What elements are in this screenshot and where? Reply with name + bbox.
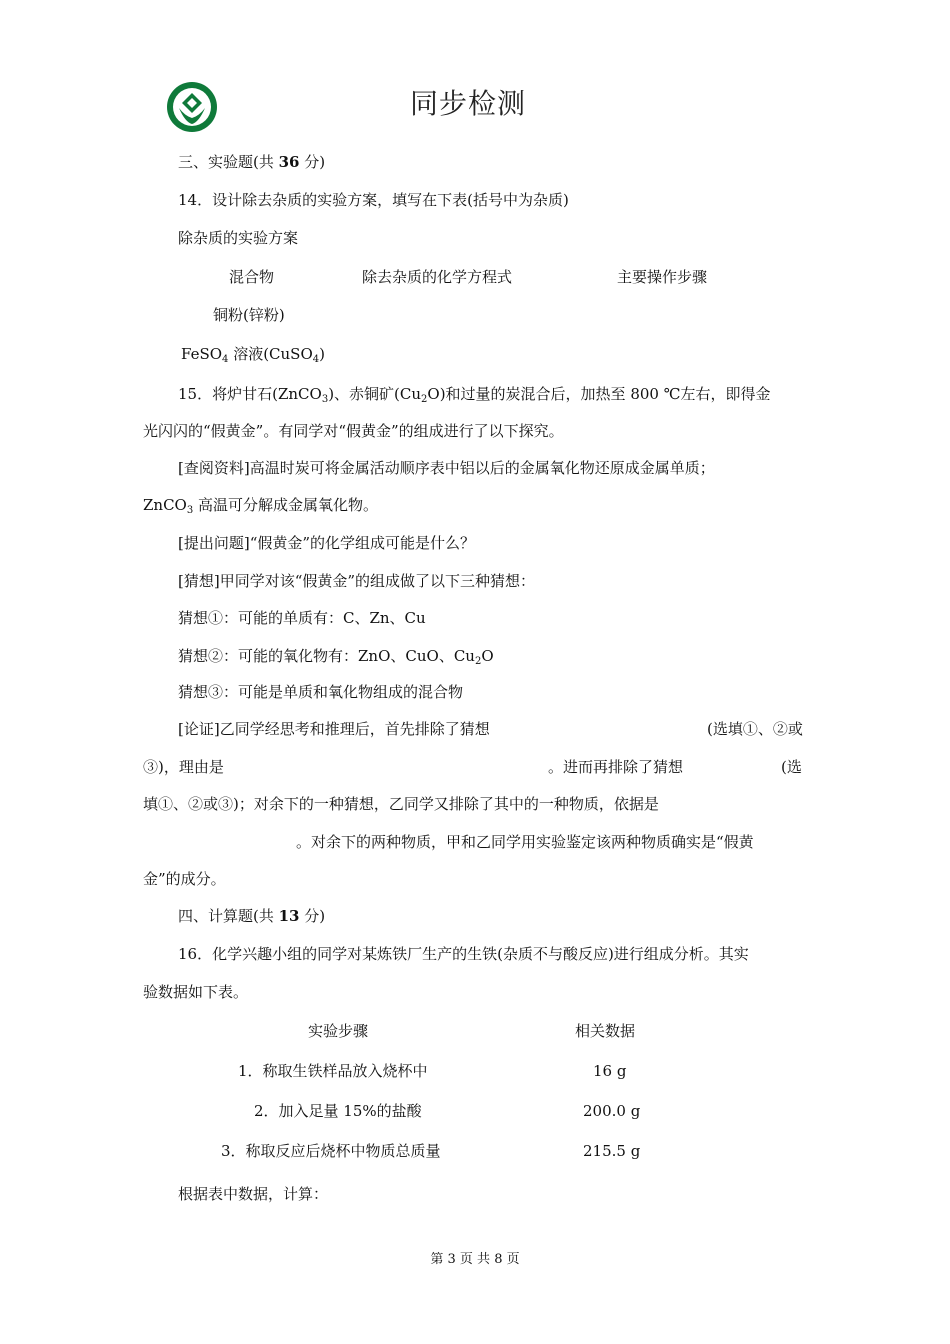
q15-hypothesis-3: 猜想③：可能是单质和氧化物组成的混合物 (178, 683, 464, 701)
table-row: 1．称取生铁样品放入烧杯中 (238, 1062, 428, 1080)
section-heading-3: 三、实验题(共 36 分) (178, 153, 326, 171)
q15-line-12: 填①、②或③)；对余下的一种猜想，乙同学又排除了其中的一种物质，依据是 (143, 795, 659, 813)
q15-reason-b: 。进而再排除了猜想 (548, 758, 684, 776)
q16-line-2: 验数据如下表。 (143, 983, 249, 1001)
q15-reference: [查阅资料]高温时炭可将金属活动顺序表中铝以后的金属氧化物还原成金属单质； (178, 459, 715, 477)
table-cell-value: 16 g (593, 1062, 627, 1080)
q15-line-2: 光闪闪的“假黄金”。有同学对“假黄金”的组成进行了以下探究。 (143, 422, 564, 440)
q15-reference-cont: ZnCO$_3$ 高温可分解成金属氧化物。 (143, 496, 379, 516)
table-header-steps: 主要操作步骤 (617, 268, 708, 286)
table-caption: 除杂质的实验方案 (178, 229, 299, 247)
q15-argument-b: (选填①、②或 (707, 720, 803, 738)
q15-hypothesis-intro: [猜想]甲同学对该“假黄金”的组成做了以下三种猜想： (178, 572, 536, 590)
q15-line-13: 。对余下的两种物质，甲和乙同学用实验鉴定该两种物质确实是“假黄 (296, 833, 754, 851)
section-heading-4: 四、计算题(共 13 分) (178, 907, 326, 925)
q16-line-3: 根据表中数据，计算： (178, 1185, 329, 1203)
q15-line-14: 金”的成分。 (143, 870, 226, 888)
q16-line-1: 16．化学兴趣小组的同学对某炼铁厂生产的生铁(杂质不与酸反应)进行组成分析。其实 (178, 945, 749, 963)
q16-header-step: 实验步骤 (308, 1022, 369, 1040)
page-title: 同步检测 (410, 87, 527, 120)
table-header-mixture: 混合物 (229, 268, 275, 286)
table-row-feso4: FeSO$_4$ 溶液(CuSO$_4$) (181, 345, 325, 365)
table-header-equation: 除去杂质的化学方程式 (362, 268, 513, 286)
q15-line-1: 15．将炉甘石(ZnCO$_3$)、赤铜矿$(Cu_2O)$和过量的炭混合后，加热至 800 ℃左右，即得金 (178, 385, 771, 405)
q15-question: [提出问题]“假黄金”的化学组成可能是什么？ (178, 534, 476, 552)
q15-hypothesis-1: 猜想①：可能的单质有：C、Zn、Cu (178, 609, 426, 627)
q15-hypothesis-2: 猜想②：可能的氧化物有：ZnO、CuO、$Cu_2O$ (178, 647, 494, 667)
leaf-shield-logo-icon (165, 80, 219, 134)
table-row: 3．称取反应后烧杯中物质总质量 (221, 1142, 441, 1160)
q15-reason-a: ③)，理由是 (143, 758, 224, 776)
q16-header-data: 相关数据 (575, 1022, 636, 1040)
q15-argument-a: [论证]乙同学经思考和推理后，首先排除了猜想 (178, 720, 490, 738)
page-number: 第 3 页 共 8 页 (430, 1252, 520, 1267)
table-row-copper: 铜粉(锌粉) (213, 306, 285, 324)
q15-reason-c: (选 (781, 758, 802, 776)
table-cell-value: 200.0 g (583, 1102, 641, 1120)
table-row: 2．加入足量 15%的盐酸 (254, 1102, 422, 1120)
table-cell-value: 215.5 g (583, 1142, 641, 1160)
question-14-stem: 14．设计除去杂质的实验方案，填写在下表(括号中为杂质) (178, 191, 569, 209)
